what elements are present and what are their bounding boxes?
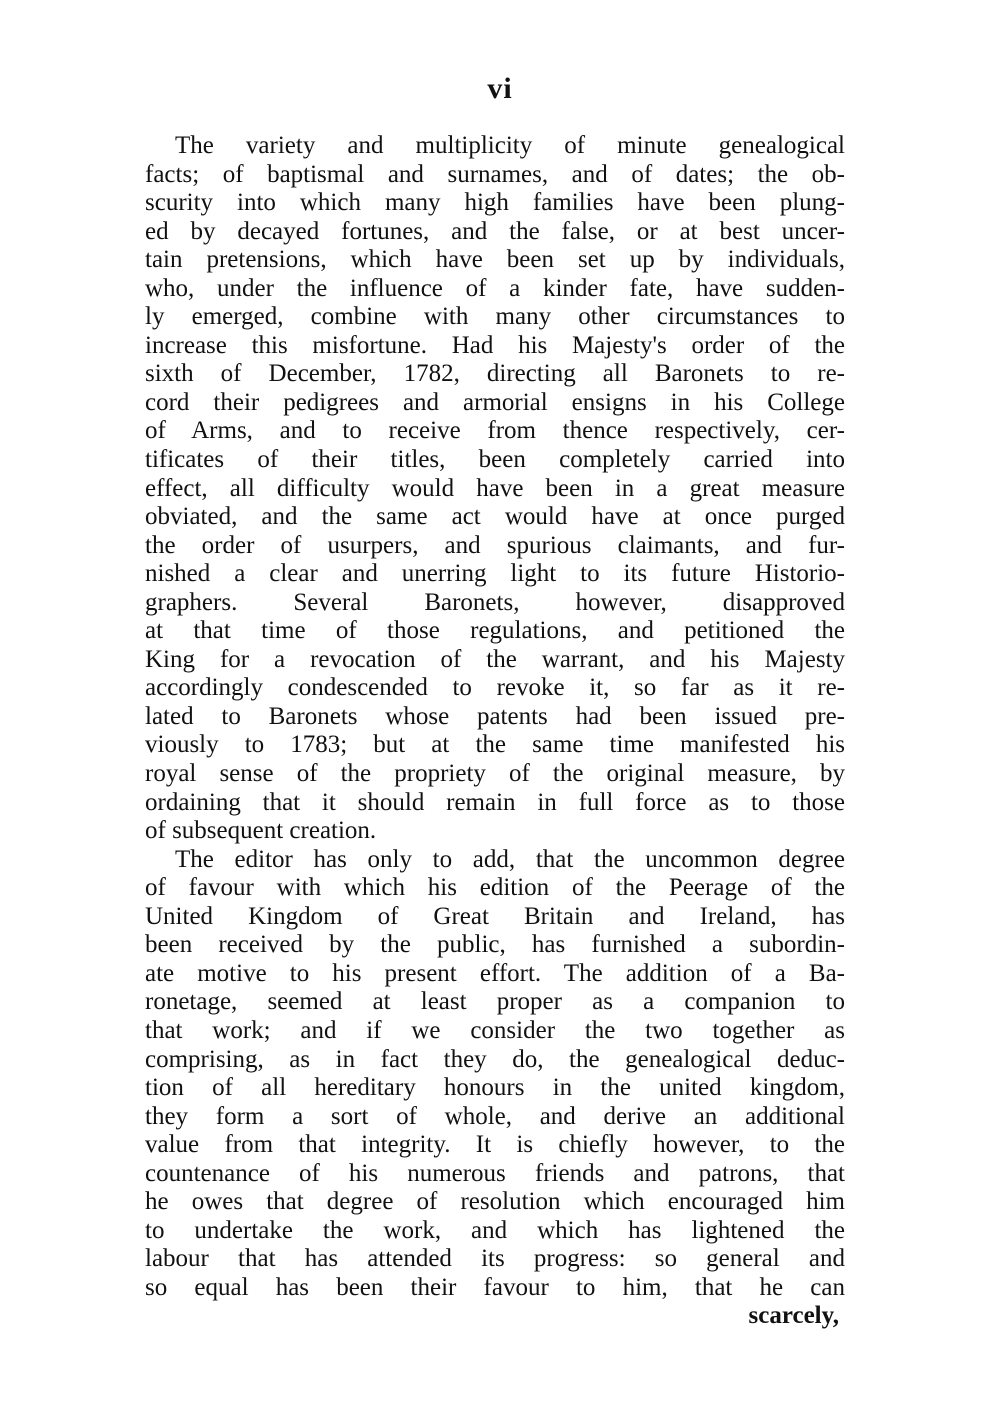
text-line: cord their pedigrees and armorial ensigns in his College bbox=[145, 388, 845, 416]
text-line: King for a revocation of the warrant, and his Majesty bbox=[145, 645, 845, 673]
text-line: of favour with which his edition of the Peerage of the bbox=[145, 874, 845, 902]
text-line: at that time of those regulations, and petitioned the bbox=[145, 617, 845, 645]
text-line: tain pretensions, which have been set up by individuals, bbox=[145, 246, 845, 274]
text-line: ly emerged, combine with many other circumstances to bbox=[145, 303, 845, 331]
text-line: of Arms, and to receive from thence respectively, cer- bbox=[145, 417, 845, 445]
text-line: who, under the influence of a kinder fate, have sudden- bbox=[145, 274, 845, 302]
paragraphs bbox=[145, 132, 845, 1302]
text-line: been received by the public, has furnished a subordin- bbox=[145, 931, 845, 959]
body-text bbox=[145, 132, 845, 1331]
text-line: they form a sort of whole, and derive an additional bbox=[145, 1102, 845, 1130]
text-line: labour that has attended its progress: so general and bbox=[145, 1245, 845, 1273]
text-line: facts; of baptismal and surnames, and of dates; the ob- bbox=[145, 160, 845, 188]
text-line: the order of usurpers, and spurious claimants, and fur- bbox=[145, 531, 845, 559]
text-line: tificates of their titles, been completely carried into bbox=[145, 446, 845, 474]
text-line: that work; and if we consider the two together as bbox=[145, 1016, 845, 1044]
text-line: he owes that degree of resolution which encouraged him bbox=[145, 1188, 845, 1216]
text-line: scurity into which many high families have been plung- bbox=[145, 189, 845, 217]
page-number: vi bbox=[487, 72, 513, 105]
text-line: so equal has been their favour to him, that he can bbox=[145, 1273, 845, 1301]
text-line: graphers. Several Baronets, however, disapproved bbox=[145, 588, 845, 616]
text-line: of subsequent creation. bbox=[145, 817, 377, 845]
text-line: royal sense of the propriety of the original measure, by bbox=[145, 760, 845, 788]
text-line: value from that integrity. It is chiefly however, to the bbox=[145, 1131, 845, 1159]
text-line: lated to Baronets whose patents had been issued pre- bbox=[145, 702, 845, 730]
text-line: ordaining that it should remain in full force as to those bbox=[145, 788, 845, 816]
text-line: ate motive to his present effort. The addition of a Ba- bbox=[145, 959, 845, 987]
text-line: countenance of his numerous friends and patrons, that bbox=[145, 1159, 845, 1187]
text-line: effect, all difficulty would have been in a great measure bbox=[145, 474, 845, 502]
text-line: comprising, as in fact they do, the genealogical deduc- bbox=[145, 1045, 845, 1073]
text-line: ronetage, seemed at least proper as a companion to bbox=[145, 988, 845, 1016]
text-line: ed by decayed fortunes, and the false, or at best uncer- bbox=[145, 217, 845, 245]
text-line: viously to 1783; but at the same time manifested his bbox=[145, 731, 845, 759]
paragraph-1 bbox=[145, 132, 845, 846]
catchword: scarcely, bbox=[748, 1302, 839, 1330]
text-line: accordingly condescended to revoke it, so far as it re- bbox=[145, 674, 845, 702]
text-line: to undertake the work, and which has lightened the bbox=[145, 1216, 845, 1244]
paragraph-2 bbox=[145, 846, 845, 1303]
text-line: sixth of December, 1782, directing all Baronets to re- bbox=[145, 360, 845, 388]
text-line: obviated, and the same act would have at once purged bbox=[145, 503, 845, 531]
text-line: The editor has only to add, that the uncommon degree bbox=[175, 845, 845, 873]
text-line: United Kingdom of Great Britain and Ireland, has bbox=[145, 902, 845, 930]
text-line: tion of all hereditary honours in the united kingdom, bbox=[145, 1074, 845, 1102]
text-line: nished a clear and unerring light to its future Historio- bbox=[145, 560, 845, 588]
text-line: The variety and multiplicity of minute genealogical bbox=[175, 132, 845, 159]
text-line: increase this misfortune. Had his Majesty's order of the bbox=[145, 331, 845, 359]
